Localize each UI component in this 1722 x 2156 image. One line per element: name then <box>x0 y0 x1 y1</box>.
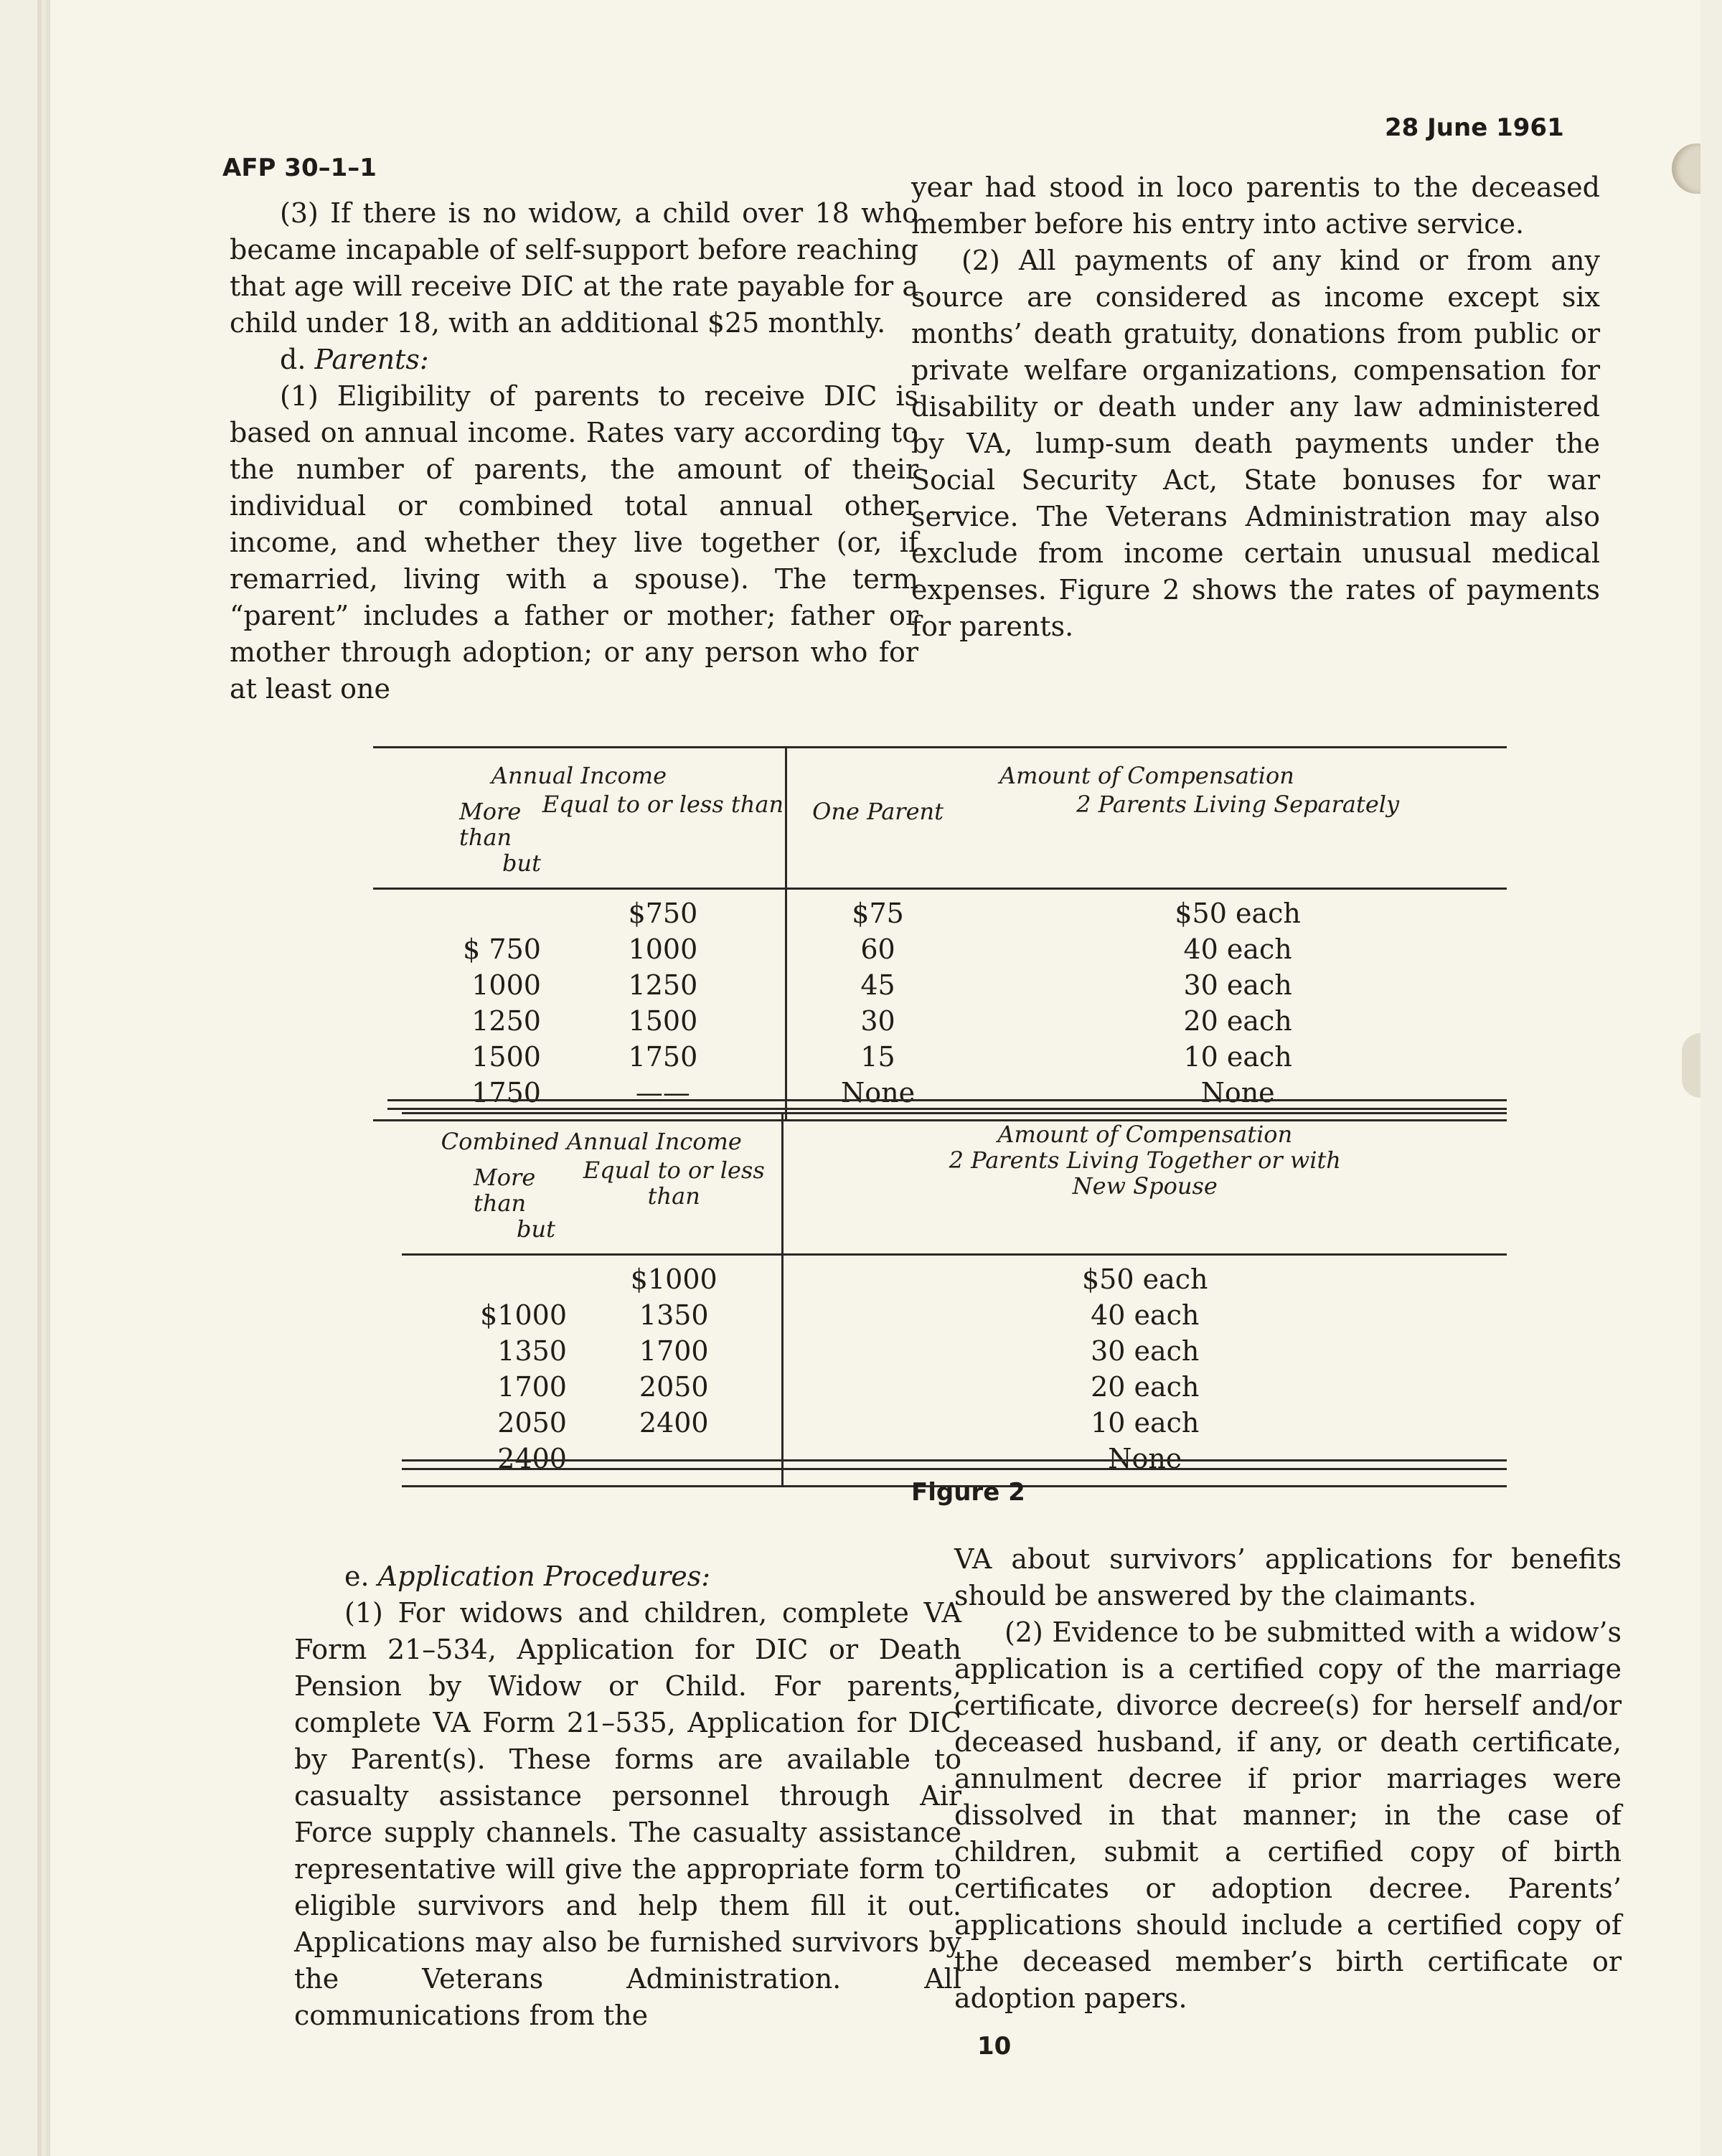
cell-equal-less: $750 <box>628 898 698 929</box>
table-parents-separately <box>373 746 1507 1121</box>
cell-two-parents-together: None <box>782 1441 1507 1487</box>
cell-more-than: $ 750 <box>463 933 541 965</box>
cell-two-parents: $50 each <box>1175 898 1301 929</box>
compensation-header: Amount of Compensation <box>786 748 1507 789</box>
page-number: 10 <box>977 2032 1012 2061</box>
table-row <box>373 1039 1507 1075</box>
cell-more-than: 2050 <box>497 1407 567 1439</box>
cell-more-than <box>373 889 541 932</box>
cell-more-than: 2400 <box>402 1441 567 1487</box>
paragraph-e1: (1) For widows and children, complete VA Form 21–534, Application for DIC or Death Pension by Widow or Child. For parents, complete VA Form 21–535, Application for DIC by Parent(s). These forms are available to casualty assistance personnel through Air Force supply channels. The casualty assistance representative will give the appropriate form to eligible survivors and help them fill it out. Applications may also be furnished survivors by the Veterans Administration. All communications from the <box>294 1597 961 2031</box>
cell-more-than: 1000 <box>471 969 541 1001</box>
document-page <box>50 0 1700 2156</box>
column-1 <box>230 195 918 707</box>
cell-two-parents: 40 each <box>1183 933 1292 965</box>
cell-equal-less: 1700 <box>639 1335 709 1367</box>
column-2 <box>911 169 1600 645</box>
cell-two-parents-together: 30 each <box>782 1333 1507 1369</box>
figure-bottom-rule-1 <box>402 1459 1507 1461</box>
section-d-heading <box>230 342 918 378</box>
cell-equal-less: 1500 <box>628 1005 698 1037</box>
cell-one-parent: None <box>786 1075 969 1121</box>
cell-one-parent: 15 <box>786 1039 969 1075</box>
section-d-label: d. <box>280 344 306 375</box>
two-parents-separately-header: 2 Parents Living Separately <box>1076 791 1400 818</box>
table-separator-top <box>387 1099 1507 1101</box>
binder-hole <box>1672 143 1700 194</box>
cell-more-than: 1750 <box>373 1075 541 1121</box>
cell-equal-less: —— <box>541 1075 786 1121</box>
cell-one-parent: 30 <box>786 1003 969 1039</box>
cell-one-parent: $75 <box>786 889 969 932</box>
column-3 <box>294 1558 961 2034</box>
cell-two-parents: 10 each <box>1183 1041 1292 1073</box>
cell-one-parent: 45 <box>786 967 969 1003</box>
cell-two-parents: 20 each <box>1183 1005 1292 1037</box>
cell-two-parents-together: $50 each <box>782 1255 1507 1298</box>
cell-more-than: 1250 <box>471 1005 541 1037</box>
cell-more-than: 1350 <box>497 1335 567 1367</box>
table-row <box>373 931 1507 967</box>
paragraph-d2: (2) All payments of any kind or from any source are considered as income except six months’ death gratuity, donations from public or private welfare organizations, compensation for disability or death under any law administered by VA, lump-sum death payments under the Social Security Act, State bonuses for war service. The Veterans Administration may also exclude from income certain unusual medical expenses. Figure 2 shows the rates of payments for parents. <box>911 245 1600 642</box>
table-row <box>373 967 1507 1003</box>
table-row <box>373 889 1507 932</box>
combined-income-header: Combined Annual Income <box>441 1128 742 1155</box>
page-notch <box>1682 1033 1700 1098</box>
table-parents-together <box>402 1112 1507 1487</box>
table-row <box>402 1297 1507 1333</box>
section-d-title: Parents: <box>314 344 429 375</box>
table-row <box>373 1003 1507 1039</box>
cell-equal-less: 1250 <box>628 969 698 1001</box>
cell-more-than: $1000 <box>480 1299 567 1331</box>
compensation-together-header: Amount of Compensation 2 Parents Living Together or with New Spouse <box>782 1114 1507 1255</box>
table-row <box>402 1333 1507 1369</box>
paragraph-d1-cont: year had stood in loco parentis to the deceased member before his entry into active service. <box>911 171 1600 240</box>
one-parent-header: One Parent <box>786 789 969 889</box>
publication-date: 28 June 1961 <box>1385 113 1564 142</box>
column-4 <box>954 1541 1622 2017</box>
cell-equal-less: 1350 <box>639 1299 709 1331</box>
more-than-header: More than but <box>459 798 541 877</box>
cell-two-parents-together: 10 each <box>782 1405 1507 1441</box>
cell-equal-less: 2400 <box>639 1407 709 1439</box>
cell-more-than: 1700 <box>497 1371 567 1403</box>
annual-income-header: Annual Income <box>491 762 667 789</box>
table1-body <box>373 889 1507 1121</box>
paragraph-e1-cont: VA about survivors’ applications for benefits should be answered by the claimants. <box>954 1543 1622 1611</box>
cell-equal-less: 2050 <box>639 1371 709 1403</box>
table-row <box>402 1369 1507 1405</box>
equal-less-header-2: Equal to or less than <box>583 1157 765 1210</box>
table-row <box>402 1405 1507 1441</box>
table2-body <box>402 1255 1507 1487</box>
cell-more-than <box>402 1255 567 1298</box>
cell-equal-less: 1750 <box>628 1041 698 1073</box>
cell-two-parents-together: 40 each <box>782 1297 1507 1333</box>
cell-equal-less: —— <box>567 1441 782 1487</box>
publication-number: AFP 30–1–1 <box>222 154 377 182</box>
paragraph-d1: (1) Eligibility of parents to receive DIC is based on annual income. Rates vary according to the number of parents, the amount of their individual or combined total annual other income, and whether they live together (or, if remarried, living with a spouse). The term “parent” includes a father or mother; father or mother through adoption; or any person who for at least one <box>230 380 918 705</box>
paragraph-e2: (2) Evidence to be submitted with a widow’s application is a certified copy of the marriage certificate, divorce decree(s) for herself and/or deceased husband, if any, or death certificate, annulment decree if prior marriages were dissolved in that manner; in the case of children, submit a certified copy of birth certificates or adoption decree. Parents’ applications should include a certified copy of the deceased member’s birth certificate or adoption papers. <box>954 1616 1622 2014</box>
table-row <box>402 1255 1507 1298</box>
cell-two-parents: 30 each <box>1183 969 1292 1001</box>
table-separator-bottom <box>387 1108 1507 1110</box>
equal-less-header: Equal to or less than <box>542 791 784 818</box>
cell-equal-less: $1000 <box>630 1263 718 1295</box>
cell-more-than: 1500 <box>471 1041 541 1073</box>
figure-caption: Figure 2 <box>911 1478 1025 1507</box>
more-than-header-2: More than but <box>474 1164 555 1243</box>
paragraph-c3: (3) If there is no widow, a child over 18 who became incapable of self-support before reaching that age will receive DIC at the rate payable for a child under 18, with an additional $25 monthly. <box>230 197 918 339</box>
cell-two-parents: None <box>969 1075 1507 1121</box>
figure-bottom-rule-2 <box>402 1468 1507 1470</box>
section-e-heading: e. Application Procedures: <box>344 1560 711 1592</box>
cell-one-parent: 60 <box>786 931 969 967</box>
cell-two-parents-together: 20 each <box>782 1369 1507 1405</box>
cell-equal-less: 1000 <box>628 933 698 965</box>
